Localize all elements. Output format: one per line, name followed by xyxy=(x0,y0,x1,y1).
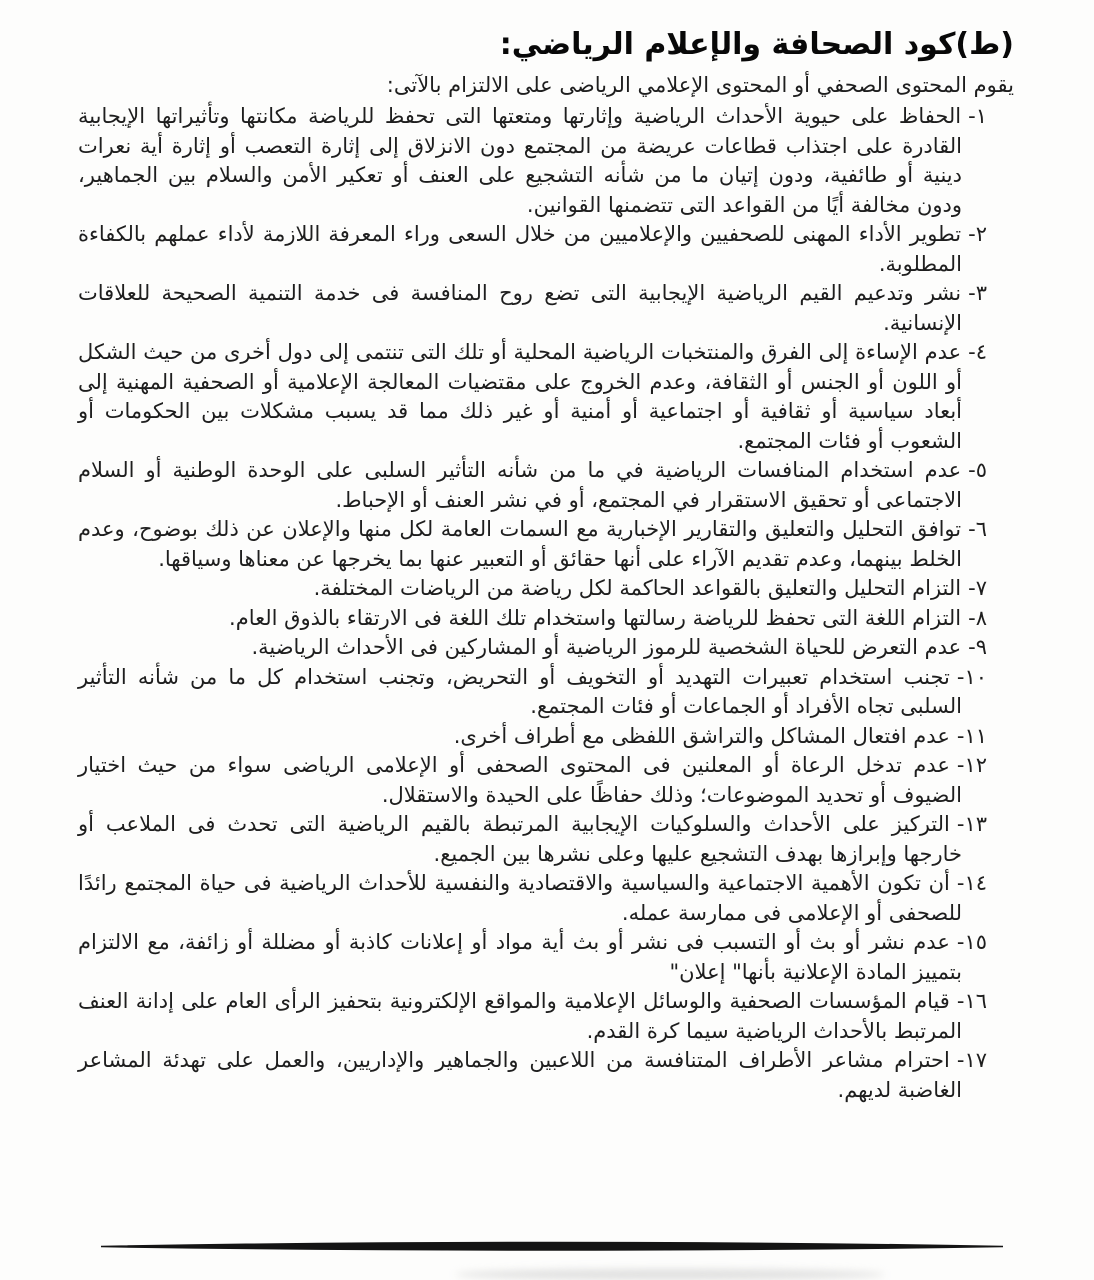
list-item xyxy=(78,810,987,869)
item-text: التزام اللغة التى تحفظ للرياضة رسالتها واستخدام تلك اللغة فى الارتقاء بالذوق العام. xyxy=(229,605,962,630)
item-number: ١- xyxy=(968,104,987,128)
tapered-rule-divider xyxy=(98,1240,1006,1254)
intro-paragraph: يقوم المحتوى الصحفي أو المحتوى الإعلامي الرياضى على الالتزام بالآتى: xyxy=(386,73,1014,97)
list-item xyxy=(78,515,987,574)
item-text: الحفاظ على حيوية الأحداث الرياضية وإثارتها ومتعتها التى تحفظ للرياضة مكانتها وتأثيراتها الإيجابية القادرة على اجتذاب قطاعات عريضة من المجتمع دون الانزلاق إلى إثارة التعصب أو إثارة أية نعرات دينية أو طائفية، ودون إتيان ما من شأنه التشجيع على العنف أو تعكير الأمن والسلام بين الجماهير، ودون مخالفة أيًا من القواعد التى تتضمنها القوانين. xyxy=(78,104,962,217)
item-number: ١٧- xyxy=(956,1048,987,1072)
list-item xyxy=(78,928,987,987)
item-number: ٥- xyxy=(968,458,987,482)
item-number: ١٥- xyxy=(956,930,987,954)
item-number: ٢- xyxy=(968,222,987,246)
list-item xyxy=(78,279,987,338)
list-item xyxy=(78,574,987,604)
item-number: ١١- xyxy=(956,723,987,748)
item-text: احترام مشاعر الأطراف المتنافسة من اللاعبين والجماهير والإداريين، والعمل على تهدئة المشاعر الغاضبة لديهم. xyxy=(78,1048,962,1102)
list-item xyxy=(78,663,987,722)
list-item xyxy=(78,987,987,1046)
list-item xyxy=(78,722,987,752)
item-number: ٨- xyxy=(968,605,987,630)
item-number: ٦- xyxy=(968,517,987,541)
list-item xyxy=(78,102,987,220)
list-item xyxy=(78,220,987,279)
item-text: التركيز على الأحداث والسلوكيات الإيجابية المرتبطة بالقيم الرياضية التى تحدث فى الملاعب أو خارجها وإبرازها بهدف التشجيع عليها وعلى نشرها بين الجميع. xyxy=(78,812,962,866)
item-number: ١٢- xyxy=(956,753,987,777)
list-item xyxy=(78,633,987,663)
item-text: عدم التعرض للحياة الشخصية للرموز الرياضية أو المشاركين فى الأحداث الرياضية. xyxy=(251,635,962,659)
item-number: ١٤- xyxy=(956,871,987,895)
item-text: عدم الإساءة إلى الفرق والمنتخبات الرياضية المحلية أو تلك التى تنتمى إلى دول أخرى من حيث الشكل أو اللون أو الجنس أو الثقافة، وعدم الخروج على مقتضيات المعالجة الإعلامية أو الصحفية المهنية إلى أبعاد سياسية أو ثقافية أو اجتماعية أو أمنية أو غير ذلك مما قد يسبب مشكلات بين الحكومات أو الشعوب أو فئات المجتمع. xyxy=(78,340,962,453)
item-text: عدم نشر أو بث أو التسبب فى نشر أو بث أية مواد أو إعلانات كاذبة أو مضللة أو زائفة، مع الالتزام بتمييز المادة الإعلانية بأنها" إعلان" xyxy=(78,930,962,984)
list-item xyxy=(78,869,987,928)
item-number: ٣- xyxy=(968,281,987,305)
scan-smudge xyxy=(455,1269,885,1280)
item-number: ١٦- xyxy=(956,989,987,1013)
list-item xyxy=(78,1046,987,1105)
page-title: (ط)كود الصحافة والإعلام الرياضي: xyxy=(499,27,1014,62)
list-item xyxy=(78,751,987,810)
item-number: ٩- xyxy=(968,635,987,659)
item-text: عدم استخدام المنافسات الرياضية في ما من شأنه التأثير السلبى على الوحدة الوطنية أو السلام الاجتماعى أو تحقيق الاستقرار في المجتمع، أو في نشر العنف أو الإحباط. xyxy=(78,458,962,512)
item-text: قيام المؤسسات الصحفية والوسائل الإعلامية والمواقع الإلكترونية بتحفيز الرأى العام على إدانة العنف المرتبط بالأحداث الرياضية سيما كرة القدم. xyxy=(78,989,962,1043)
item-text: أن تكون الأهمية الاجتماعية والسياسية والاقتصادية والنفسية للأحداث الرياضية فى حياة المجتمع رائدًا للصحفى أو الإعلامى فى ممارسة عمله. xyxy=(78,871,962,925)
list-item xyxy=(78,338,987,456)
list-item xyxy=(78,604,987,634)
item-text: عدم تدخل الرعاة أو المعلنين فى المحتوى الصحفى أو الإعلامى الرياضى سواء من حيث اختيار الضيوف أو تحديد الموضوعات؛ وذلك حفاظًا على الحيدة والاستقلال. xyxy=(78,753,962,807)
item-text: نشر وتدعيم القيم الرياضية الإيجابية التى تضع روح المنافسة فى خدمة التنمية الصحيحة للعلاقات الإنسانية. xyxy=(78,281,962,335)
item-text: التزام التحليل والتعليق بالقواعد الحاكمة لكل رياضة من الرياضات المختلفة. xyxy=(313,576,962,600)
item-number: ١٣- xyxy=(956,812,987,836)
item-text: عدم افتعال المشاكل والتراشق اللفظى مع أطراف أخرى. xyxy=(453,723,950,748)
clauses-list xyxy=(78,102,1014,1105)
item-number: ١٠- xyxy=(956,664,987,689)
item-number: ٧- xyxy=(968,576,987,600)
list-item xyxy=(78,456,987,515)
item-number: ٤- xyxy=(968,340,987,364)
item-text: تطوير الأداء المهنى للصحفيين والإعلاميين من خلال السعى وراء المعرفة اللازمة لأداء عملهم بالكفاءة المطلوبة. xyxy=(78,222,962,276)
item-text: تجنب استخدام تعبيرات التهديد أو التخويف أو التحريض، وتجنب استخدام كل ما من شأنه التأثير السلبى تجاه الأفراد أو الجماعات أو فئات المجتمع. xyxy=(78,664,962,718)
item-text: توافق التحليل والتعليق والتقارير الإخبارية مع السمات العامة لكل منها والإعلان عن ذلك بوضوح، وعدم الخلط بينهما، وعدم تقديم الآراء على أنها حقائق أو التعبير عنها بما يخرجها عن معناها وسياقها. xyxy=(78,517,962,571)
